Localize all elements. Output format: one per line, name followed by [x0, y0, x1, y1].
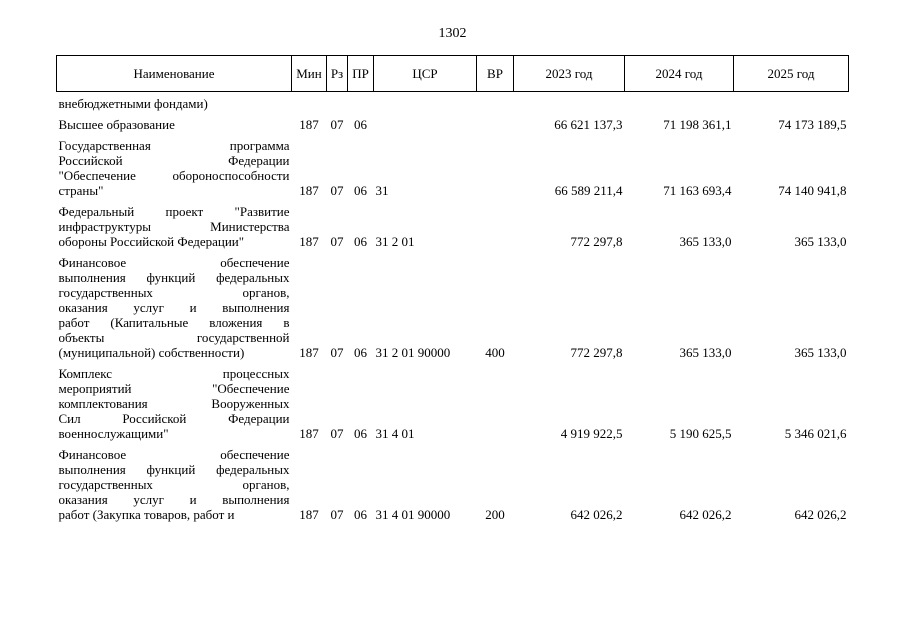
cell-rz: 07	[330, 117, 344, 132]
cell-2025: 5 346 021,6	[784, 426, 847, 441]
row-name-line: Российской Федерации	[58, 153, 290, 168]
row-name-line: комплектования Вооруженных	[58, 396, 290, 411]
table-row	[57, 360, 849, 441]
table-row	[57, 249, 849, 360]
row-name	[57, 441, 292, 522]
header-vr: ВР	[477, 56, 514, 92]
header-2023: 2023 год	[514, 56, 625, 92]
row-name-line: объекты государственной	[58, 330, 290, 345]
row-name-line: Федеральный проект "Развитие	[58, 204, 290, 219]
header-min: Мин	[292, 56, 327, 92]
cell-csr	[374, 111, 477, 132]
cell-pr: 06	[354, 507, 367, 522]
cell-2025: 74 140 941,8	[778, 183, 847, 198]
header-2025: 2025 год	[734, 56, 849, 92]
row-name-line: оказания услуг и выполнения	[58, 492, 290, 507]
cell-vr: 200	[485, 507, 505, 522]
cell-2025: 642 026,2	[794, 507, 847, 522]
row-name-line: Финансовое обеспечение	[58, 255, 290, 270]
row-name-line: государственных органов,	[58, 477, 290, 492]
cell-pr: 06	[354, 426, 367, 441]
cell-csr: 31 2 01	[375, 234, 415, 249]
cell-min: 187	[299, 234, 319, 249]
cell-2023: 66 589 211,4	[554, 183, 623, 198]
table-header	[57, 56, 849, 92]
row-name-line: работ (Закупка товаров, работ и	[58, 507, 235, 522]
header-name: Наименование	[57, 56, 292, 92]
cell-rz: 07	[330, 183, 344, 198]
cell-2024: 365 133,0	[679, 345, 732, 360]
cell-csr: 31	[375, 183, 389, 198]
budget-table	[56, 55, 849, 522]
cell-vr	[477, 198, 514, 249]
row-name-line: Финансовое обеспечение	[58, 447, 290, 462]
cell-csr: 31 4 01 90000	[375, 507, 451, 522]
cell-2023: 772 297,8	[570, 234, 623, 249]
row-name-line: военнослужащими"	[58, 426, 169, 441]
cell-2024: 365 133,0	[679, 234, 732, 249]
row-name-line: выполнения функций федеральных	[58, 270, 290, 285]
row-name-line: государственных органов,	[58, 285, 290, 300]
cell-min: 187	[299, 507, 319, 522]
table-row	[57, 441, 849, 522]
row-name	[57, 198, 292, 249]
cell-2025: 365 133,0	[794, 234, 847, 249]
row-name	[57, 132, 292, 198]
cell-pr: 06	[354, 183, 367, 198]
table-row	[57, 198, 849, 249]
cell-2023: 4 919 922,5	[560, 426, 623, 441]
cell-min: 187	[299, 183, 319, 198]
row-name-line: Высшее образование	[58, 117, 175, 132]
cell-rz: 07	[330, 507, 344, 522]
continuation-row	[57, 92, 849, 112]
page-number: 1302	[438, 26, 467, 41]
row-name-line: "Обеспечение обороноспособности	[58, 168, 290, 183]
row-name-line: страны"	[58, 183, 104, 198]
cell-min: 187	[299, 345, 319, 360]
row-name-line: (муниципальной) собственности)	[58, 345, 245, 360]
cell-2024: 642 026,2	[679, 507, 732, 522]
row-name-line: инфраструктуры Министерства	[58, 219, 290, 234]
cell-min: 187	[299, 426, 319, 441]
cell-rz: 07	[330, 426, 344, 441]
cell-csr: 31 4 01	[375, 426, 415, 441]
row-name-line: Государственная программа	[58, 138, 290, 153]
row-name	[57, 360, 292, 441]
cell-2023: 772 297,8	[570, 345, 623, 360]
continuation-text: внебюджетными фондами)	[58, 96, 208, 111]
header-2024: 2024 год	[625, 56, 734, 92]
cell-2023: 66 621 137,3	[554, 117, 623, 132]
cell-rz: 07	[330, 345, 344, 360]
cell-vr	[477, 132, 514, 198]
header-pr: ПР	[348, 56, 374, 92]
cell-2024: 5 190 625,5	[669, 426, 732, 441]
table-row	[57, 132, 849, 198]
cell-vr	[477, 360, 514, 441]
cell-csr: 31 2 01 90000	[375, 345, 451, 360]
cell-rz: 07	[330, 234, 344, 249]
cell-pr: 06	[354, 234, 367, 249]
row-name-line: Комплекс процессных	[58, 366, 290, 381]
header-rz: Рз	[327, 56, 348, 92]
cell-min: 187	[299, 117, 319, 132]
cell-pr: 06	[354, 117, 367, 132]
header-csr: ЦСР	[374, 56, 477, 92]
row-name-line: Сил Российской Федерации	[58, 411, 290, 426]
cell-2023: 642 026,2	[570, 507, 623, 522]
row-name-line: мероприятий "Обеспечение	[58, 381, 290, 396]
row-name-line: обороны Российской Федерации"	[58, 234, 245, 249]
cell-2024: 71 163 693,4	[663, 183, 732, 198]
cell-vr: 400	[485, 345, 505, 360]
row-name	[57, 111, 292, 132]
table-row	[57, 111, 849, 132]
row-name-line: оказания услуг и выполнения	[58, 300, 290, 315]
cell-vr	[477, 111, 514, 132]
row-name-line: работ (Капитальные вложения в	[58, 315, 290, 330]
row-name-line: выполнения функций федеральных	[58, 462, 290, 477]
cell-2025: 74 173 189,5	[778, 117, 847, 132]
cell-2025: 365 133,0	[794, 345, 847, 360]
cell-pr: 06	[354, 345, 367, 360]
row-name	[57, 249, 292, 360]
cell-2024: 71 198 361,1	[663, 117, 732, 132]
